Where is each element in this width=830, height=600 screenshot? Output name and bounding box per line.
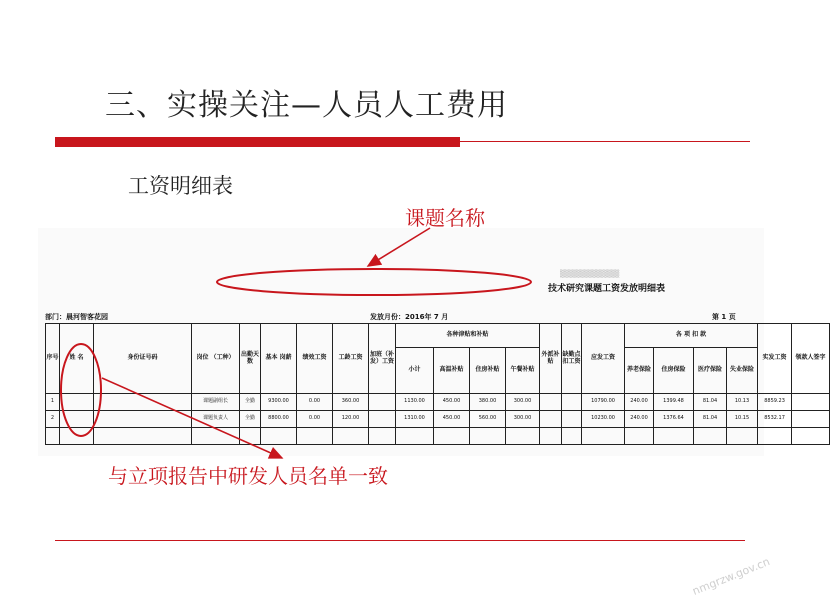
header-absence: 缺勤点扣工资 bbox=[562, 324, 582, 394]
cell-seniority: 120.00 bbox=[333, 411, 369, 428]
watermark: nmgrzw.gov.cn bbox=[690, 555, 772, 598]
cell-subtotal: 1310.00 bbox=[396, 411, 434, 428]
cell-pension: 240.00 bbox=[625, 394, 654, 411]
cell-gross: 10790.00 bbox=[582, 394, 625, 411]
cell-high-temp: 450.00 bbox=[434, 411, 470, 428]
header-unemployment: 失业保险 bbox=[727, 348, 758, 394]
header-name: 姓 名 bbox=[60, 324, 94, 394]
cell-attendance: 全勤 bbox=[240, 394, 261, 411]
header-signature: 领款人签字 bbox=[792, 324, 830, 394]
header-housing-fund: 住房保险 bbox=[654, 348, 694, 394]
annotation-project-name: 课题名称 bbox=[405, 206, 485, 230]
cell-high-temp: 450.00 bbox=[434, 394, 470, 411]
name-column-ellipse bbox=[61, 344, 101, 436]
footer-rule bbox=[55, 540, 745, 541]
cell-net: 8532.17 bbox=[758, 411, 792, 428]
cell-seniority: 360.00 bbox=[333, 394, 369, 411]
header-position: 岗位 （工种） bbox=[192, 324, 240, 394]
header-field: 外派补贴 bbox=[540, 324, 562, 394]
project-name-ellipse bbox=[217, 269, 531, 295]
annotation-personnel: 与立项报告中研发人员名单一致 bbox=[108, 464, 388, 488]
header-housing: 住房补贴 bbox=[470, 348, 506, 394]
document-title: 技术研究课题工资发放明细表 bbox=[548, 284, 666, 294]
personnel-arrow bbox=[102, 378, 282, 458]
document-pay-month: 发放月份：2016年 7 月 bbox=[370, 313, 449, 321]
header-gross: 应发工资 bbox=[582, 324, 625, 394]
cell-housing-fund: 1399.48 bbox=[654, 394, 694, 411]
cell-attendance: 全勤 bbox=[240, 411, 261, 428]
header-pension: 养老保险 bbox=[625, 348, 654, 394]
header-id: 身份证号码 bbox=[94, 324, 192, 394]
cell-performance: 0.00 bbox=[297, 411, 333, 428]
document-dept: 部门：晨河智客花园 bbox=[45, 313, 108, 321]
header-basic: 基本 岗薪 bbox=[261, 324, 297, 394]
cell-lunch: 300.00 bbox=[506, 394, 540, 411]
cell-subtotal: 1130.00 bbox=[396, 394, 434, 411]
header-high-temp: 高温补贴 bbox=[434, 348, 470, 394]
document-stamp-smudge: ▒▒▒▒▒▒▒▒▒▒▒ bbox=[560, 270, 620, 278]
header-seniority: 工龄工资 bbox=[333, 324, 369, 394]
cell-housing: 380.00 bbox=[470, 394, 506, 411]
header-deduction-group: 各 项 扣 款 bbox=[625, 324, 758, 348]
header-net: 实发工资 bbox=[758, 324, 792, 394]
header-overtime: 加班（补发）工资 bbox=[369, 324, 396, 394]
cell-housing: 560.00 bbox=[470, 411, 506, 428]
cell-housing-fund: 1376.64 bbox=[654, 411, 694, 428]
document-page: 第 1 页 bbox=[712, 313, 736, 321]
cell-lunch: 300.00 bbox=[506, 411, 540, 428]
cell-unemployment: 10.15 bbox=[727, 411, 758, 428]
project-name-arrow bbox=[368, 228, 430, 266]
slide-title: 三、实操关注—人员人工费用 bbox=[105, 88, 508, 123]
cell-unemployment: 10.13 bbox=[727, 394, 758, 411]
cell-medical: 81.04 bbox=[694, 411, 727, 428]
cell-medical: 81.04 bbox=[694, 394, 727, 411]
cell-net: 8859.23 bbox=[758, 394, 792, 411]
header-seq: 序号 bbox=[46, 324, 60, 394]
header-performance: 绩效工资 bbox=[297, 324, 333, 394]
cell-seq: 2 bbox=[46, 411, 60, 428]
cell-gross: 10230.00 bbox=[582, 411, 625, 428]
header-allowance-group: 各种津贴和补贴 bbox=[396, 324, 540, 348]
cell-seq: 1 bbox=[46, 394, 60, 411]
cell-position: 课题负责人 bbox=[192, 411, 240, 428]
cell-performance: 0.00 bbox=[297, 394, 333, 411]
cell-position: 课题副组长 bbox=[192, 394, 240, 411]
slide-subtitle: 工资明细表 bbox=[128, 174, 233, 198]
header-medical: 医疗保险 bbox=[694, 348, 727, 394]
cell-basic: 9300.00 bbox=[261, 394, 297, 411]
cell-pension: 240.00 bbox=[625, 411, 654, 428]
header-subtotal: 小计 bbox=[396, 348, 434, 394]
header-attendance: 出勤天数 bbox=[240, 324, 261, 394]
cell-basic: 8800.00 bbox=[261, 411, 297, 428]
header-lunch: 午餐补贴 bbox=[506, 348, 540, 394]
